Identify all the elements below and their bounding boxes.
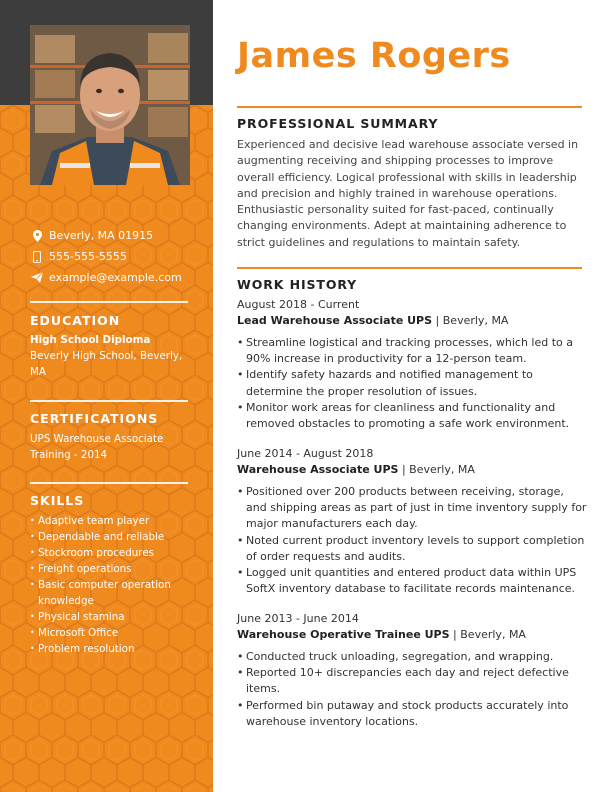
sidebar-divider — [30, 400, 188, 402]
job-title: Warehouse Associate UPS — [237, 463, 399, 476]
phone-icon — [30, 250, 44, 264]
map-pin-icon — [30, 229, 44, 243]
education-school-line1: Beverly High School, Beverly, — [30, 350, 183, 362]
section-rule — [237, 106, 582, 108]
job-location: Beverly, MA — [442, 314, 509, 327]
certification-line1: UPS Warehouse Associate — [30, 433, 164, 445]
paper-plane-icon — [30, 271, 44, 285]
location-text: Beverly, MA 01915 — [49, 229, 154, 242]
job-bullet: • Monitor work areas for cleanliness and functionality and removed obstacles to promoting a safe work environment. — [237, 400, 587, 432]
work-history-heading: WORK HISTORY — [237, 277, 358, 292]
certification-line2: Training - 2014 — [30, 449, 108, 461]
skill-item: • Dependable and reliable — [30, 529, 200, 545]
job-bullets — [237, 649, 587, 730]
contact-location — [30, 225, 200, 246]
job-title-line — [237, 462, 587, 478]
job-bullets — [237, 335, 587, 432]
skill-item: • Freight operations — [30, 561, 200, 577]
sidebar — [0, 0, 213, 792]
summary-text: Experienced and decisive lead warehouse associate versed in augmenting receiving and shipping processes to improve overall efficiency. Logical professional with skills in leadership and precision and highly trained in warehouse operations. Enthusiastic personality suited for fast-paced, continually changing environments. Adept at maintaining adherence to strict guidelines and regulations to maintain safety. — [237, 138, 579, 249]
job-bullet: • Positioned over 200 products between receiving, storage, and shipping areas as part of just in time inventory supply for major manufacturers each day. — [237, 484, 587, 533]
job-bullet: • Noted current product inventory levels to support completion of order requests and audits. — [237, 533, 587, 565]
certifications-heading: CERTIFICATIONS — [30, 411, 159, 426]
skill-item: • Physical stamina — [30, 609, 200, 625]
sidebar-divider — [30, 301, 188, 303]
job-entry — [237, 611, 587, 730]
phone-text[interactable]: 555-555-5555 — [49, 250, 127, 263]
job-bullet: • Reported 10+ discrepancies each day and reject defective items. — [237, 665, 587, 697]
job-bullet: • Performed bin putaway and stock products accurately into warehouse inventory locations. — [237, 698, 587, 730]
job-entry — [237, 297, 587, 432]
skill-item: • Microsoft Office — [30, 625, 200, 641]
sidebar-divider — [30, 482, 188, 484]
section-rule — [237, 267, 582, 269]
education-school-line2: MA — [30, 366, 46, 378]
job-dates: June 2013 - June 2014 — [237, 612, 359, 625]
job-separator: | — [401, 463, 406, 476]
job-location: Beverly, MA — [460, 628, 526, 641]
job-separator: | — [435, 314, 440, 327]
email-link[interactable]: example@example.com — [49, 271, 182, 284]
profile-photo — [30, 25, 190, 185]
job-bullet: • Logged unit quantities and entered product data within UPS SoftX inventory database to facilitate records maintenance. — [237, 565, 587, 597]
skill-item: • Adaptive team player — [30, 513, 200, 529]
job-title-line — [237, 627, 587, 643]
job-title: Lead Warehouse Associate UPS — [237, 314, 433, 327]
skill-item: • Basic computer operation — [30, 577, 200, 593]
job-separator: | — [453, 628, 457, 641]
job-dates: June 2014 - August 2018 — [237, 447, 374, 460]
skills-heading: SKILLS — [30, 493, 85, 508]
skill-item: • Stockroom procedures — [30, 545, 200, 561]
education-heading: EDUCATION — [30, 313, 121, 328]
job-location: Beverly, MA — [409, 463, 475, 476]
job-title-line — [237, 313, 587, 329]
job-entry — [237, 446, 587, 597]
job-bullet: • Streamline logistical and tracking processes, which led to a 90% increase in productivity for a 12-person team. — [237, 335, 587, 367]
education-details — [30, 332, 195, 380]
skill-item: knowledge — [38, 595, 94, 607]
contact-email — [30, 267, 200, 288]
certifications-details — [30, 431, 195, 463]
job-bullets — [237, 484, 587, 597]
skills-list — [30, 513, 200, 657]
candidate-name: James Rogers — [237, 36, 511, 76]
job-title: Warehouse Operative Trainee UPS — [237, 628, 450, 641]
job-bullet: • Identify safety hazards and notified management to determine the proper resolution of issues. — [237, 367, 587, 399]
job-bullet: • Conducted truck unloading, segregation, and wrapping. — [237, 649, 587, 665]
skill-item: • Problem resolution — [30, 641, 200, 657]
job-dates: August 2018 - Current — [237, 298, 360, 311]
contact-phone — [30, 246, 200, 267]
contact-info — [30, 225, 200, 288]
education-degree: High School Diploma — [30, 334, 151, 346]
summary-heading: PROFESSIONAL SUMMARY — [237, 116, 439, 131]
